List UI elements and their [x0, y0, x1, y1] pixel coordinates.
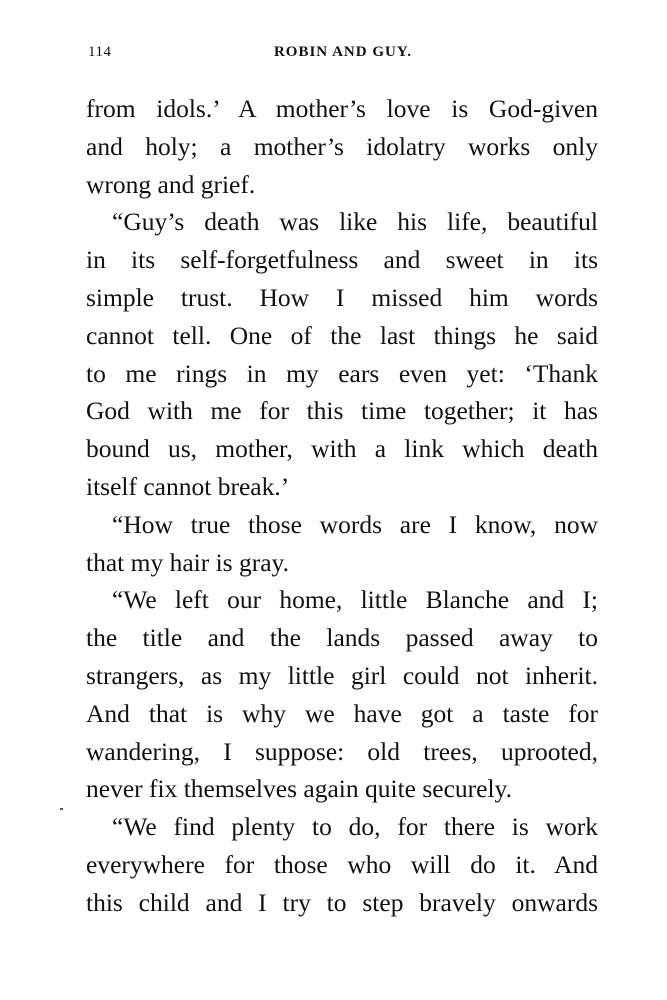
text-line: “We left our home, little Blanche and I; [112, 585, 598, 615]
text-line: everywhere for those who will do it. And [86, 849, 598, 879]
text-line: itself cannot break.’ [86, 471, 290, 501]
text-line: never fix themselves again quite securely. [86, 774, 513, 804]
text-line: God with me for this time together; it has [86, 396, 598, 426]
text-line: wrong and grief. [86, 169, 256, 199]
running-head [88, 44, 598, 68]
text-line: from idols.’ A mother’s love is God-given [86, 94, 598, 123]
running-title: ROBIN AND GUY. [273, 44, 413, 60]
text-line: bound us, mother, with a link which death [86, 434, 598, 464]
margin-speck [60, 808, 63, 810]
body-text [86, 90, 598, 922]
text-line: strangers, as my little girl could not inherit. [86, 660, 598, 690]
text-line: “How true those words are I know, now [112, 509, 598, 539]
text-line: and holy; a mother’s idolatry works only [86, 131, 598, 161]
text-line: in its self-forgetfulness and sweet in its [86, 245, 598, 275]
text-line: And that is why we have got a taste for [86, 698, 598, 728]
text-line: to me rings in my ears even yet: ‘Thank [86, 358, 598, 388]
text-line: “Guy’s death was like his life, beautiful [112, 207, 598, 237]
text-line: the title and the lands passed away to [86, 623, 598, 653]
text-line: cannot tell. One of the last things he said [86, 320, 598, 350]
text-line: wandering, I suppose: old trees, uprooted, [86, 736, 598, 766]
text-line: simple trust. How I missed him words [86, 282, 598, 312]
text-line: “We find plenty to do, for there is work [112, 812, 598, 842]
page-number: 114 [88, 44, 112, 60]
text-line: this child and I try to step bravely onwards [86, 887, 598, 917]
text-line: that my hair is gray. [86, 547, 290, 577]
